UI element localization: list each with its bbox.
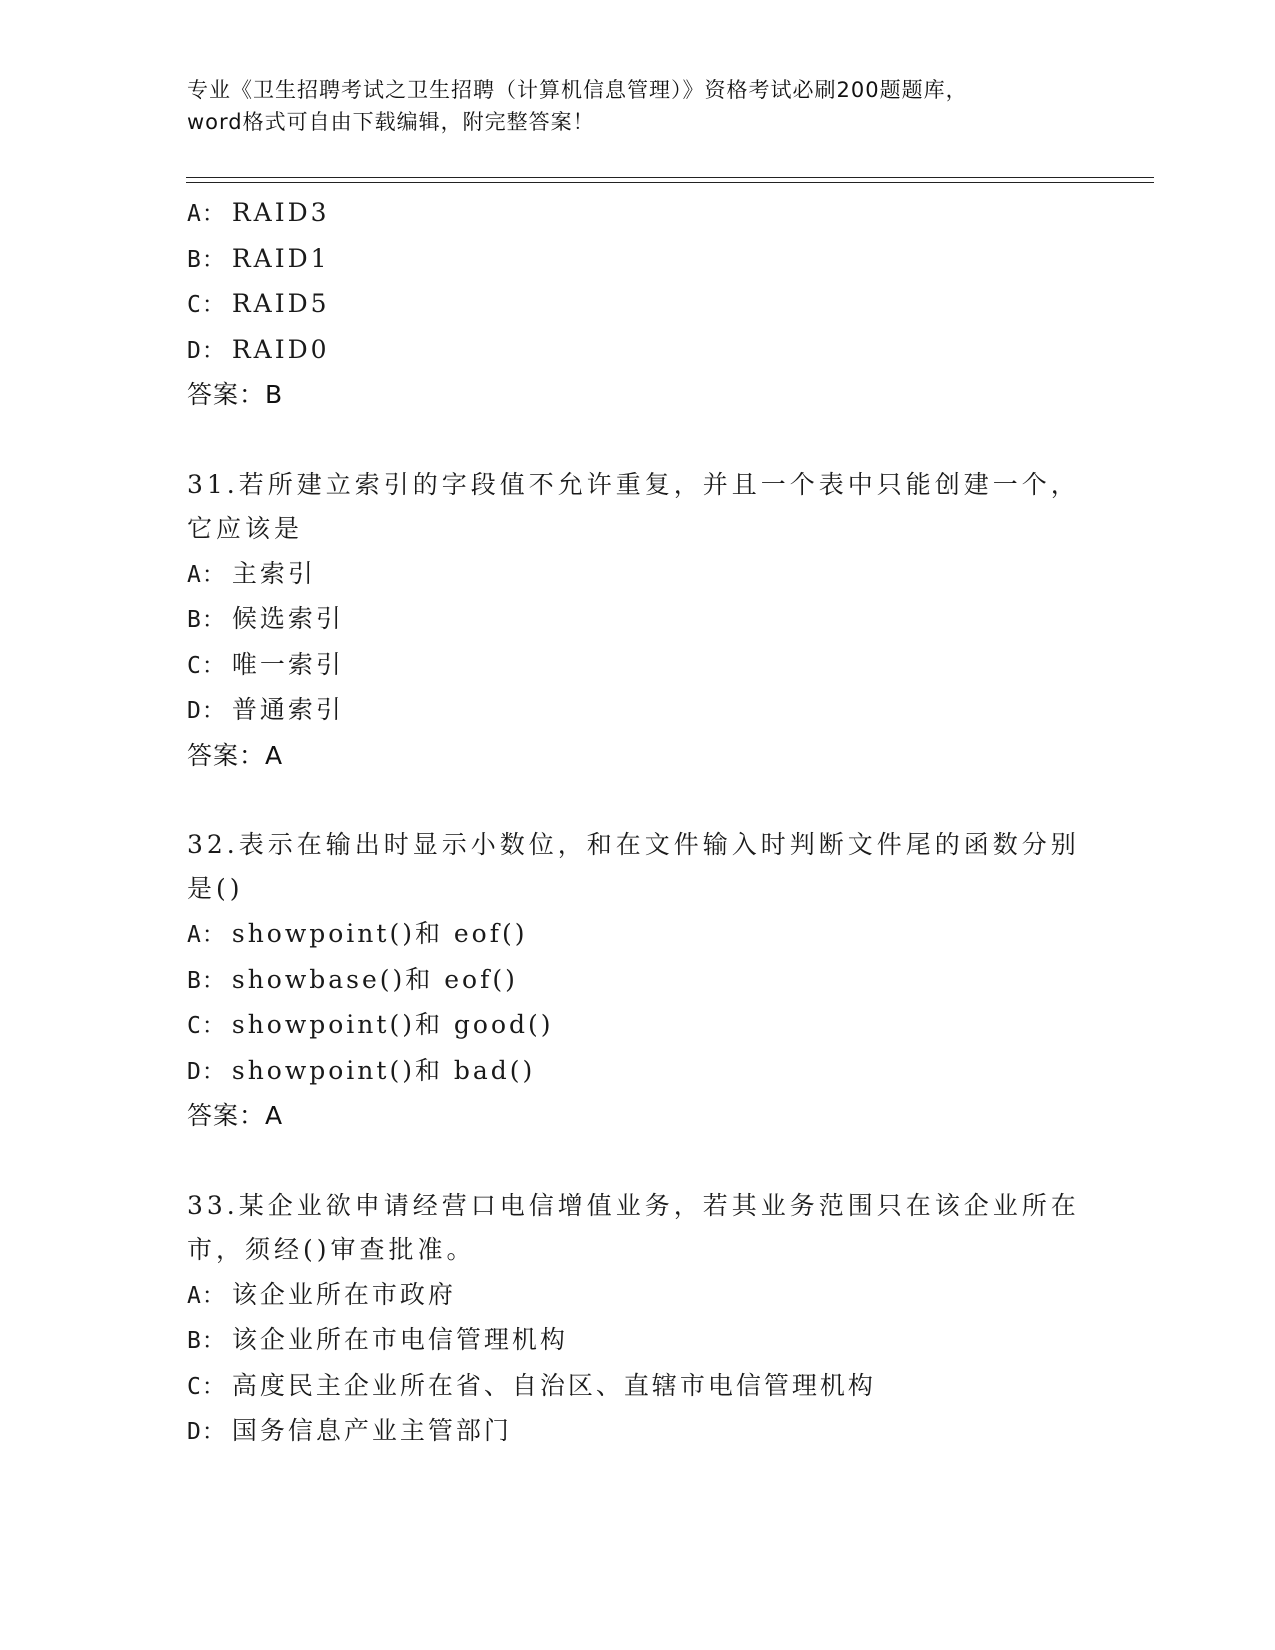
option-c [187,1363,1087,1409]
option-letter: A： [187,201,226,227]
option-letter: A： [187,561,226,588]
option-letter: B： [187,1328,226,1354]
question-block-32 [187,823,1087,1139]
question-list [187,190,1087,1454]
option-letter: C： [187,1013,226,1039]
option-letter: D： [187,337,226,364]
option-text: 高度民主企业所在省、自治区、直辖市电信管理机构 [231,1370,876,1400]
option-text: 普通索引 [231,695,344,724]
answer-line: 答案：A [187,740,284,770]
option-text: RAID0 [231,334,330,364]
option-c [187,281,1087,327]
document-header [187,74,1087,138]
option-letter: C： [187,292,226,318]
header-divider-bottom [186,182,1154,183]
option-text: RAID5 [231,289,330,318]
question-line-1: 33.某企业欲申请经营口电信增值业务，若其业务范围只在该企业所在 [187,1190,1080,1220]
option-d [187,1408,1087,1454]
option-text: 该企业所在市电信管理机构 [231,1325,568,1354]
option-letter: A： [187,1282,226,1309]
header-line-1: 专业《卫生招聘考试之卫生招聘（计算机信息管理）》资格考试必刷200题题库， [187,78,968,102]
option-d [187,687,1087,733]
option-a [187,551,1087,597]
option-a [187,1272,1087,1318]
option-c [187,1002,1087,1048]
option-text: 候选索引 [231,604,344,633]
option-letter: C： [187,1373,226,1400]
option-text: showpoint()和 eof() [231,919,528,948]
question-block-33 [187,1184,1087,1454]
answer-line: 答案：A [187,1101,284,1130]
option-d [187,1048,1087,1094]
option-text: RAID1 [231,243,330,273]
spacer [187,778,1087,823]
option-d [187,327,1087,373]
spacer [187,418,1087,463]
option-b [187,957,1087,1003]
option-letter: A： [187,922,226,948]
option-text: showbase()和 eof() [231,964,518,994]
option-letter: D： [187,1058,226,1085]
option-text: 唯一索引 [231,649,344,679]
option-letter: D： [187,1419,226,1445]
option-letter: B： [187,967,226,994]
question-block-31 [187,463,1087,779]
option-b [187,596,1087,642]
option-text: 国务信息产业主管部门 [231,1416,512,1445]
option-letter: B： [187,246,226,273]
question-line-1: 31.若所建立索引的字段值不允许重复，并且一个表中只能创建一个， [187,469,1080,499]
question-text [187,463,1080,551]
spacer [187,1139,1087,1184]
question-line-2: 是() [187,874,244,903]
header-line-2: word格式可自由下载编辑，附完整答案！ [187,110,595,134]
option-b [187,236,1087,282]
question-line-2: 它应该是 [187,513,304,543]
question-block-prev [187,190,1087,418]
option-letter: D： [187,698,226,724]
option-b [187,1317,1087,1363]
question-text [187,823,1080,911]
question-text [187,1184,1080,1272]
question-line-1: 32.表示在输出时显示小数位，和在文件输入时判断文件尾的函数分别 [187,830,1080,859]
option-text: 主索引 [231,558,316,588]
answer-line: 答案：B [187,380,284,409]
option-letter: C： [187,652,226,679]
option-text: showpoint()和 bad() [231,1055,536,1085]
option-text: 该企业所在市政府 [231,1279,456,1309]
option-text: RAID3 [231,198,330,227]
option-a [187,190,1087,236]
option-a [187,911,1087,957]
option-letter: B： [187,607,226,633]
header-divider-top [186,177,1154,178]
option-c [187,642,1087,688]
question-line-2: 市，须经()审查批准。 [187,1234,476,1264]
option-text: showpoint()和 good() [231,1010,554,1039]
